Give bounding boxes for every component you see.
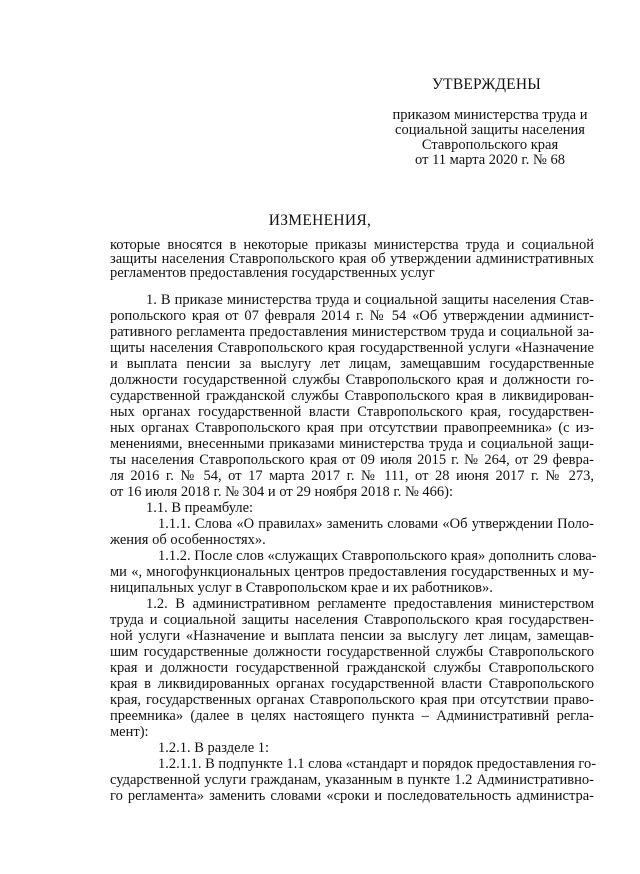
body-line: края и должности государственной гражданской службы Ставропольского xyxy=(110,660,594,676)
subtitle-line: которые вносятся в некоторые приказы министерства труда и социальной xyxy=(110,237,594,253)
body-line: мент): xyxy=(110,724,149,740)
body-line: ной услуги «Назначение и выплата пенсии за выслугу лет лицам, замещав- xyxy=(110,628,594,644)
body-line: ных органах Ставропольского края при отсутствии правопреемника» (с из- xyxy=(110,420,594,436)
document-title: ИЗМЕНЕНИЯ, xyxy=(268,212,372,229)
subtitle-line: регламентов предоставления государственных услуг xyxy=(110,265,435,281)
document-subtitle xyxy=(110,238,594,280)
body-line: сударственной услуги гражданам, указанным в пункте 1.2 Административно- xyxy=(110,772,594,788)
body-line: 1.1. В преамбуле: xyxy=(146,500,254,516)
body-line: ративного регламента предоставления министерством труда и социальной за- xyxy=(110,324,594,340)
order-line: от 11 марта 2020 г. № 68 xyxy=(415,152,565,168)
body-line: 1.1.1. Слова «О правилах» заменить словами «Об утверждении Поло- xyxy=(158,516,594,532)
document-body xyxy=(110,292,597,804)
body-line: 1.1.2. После слов «служащих Ставропольского края» дополнить слова- xyxy=(158,548,597,564)
approval-order-block xyxy=(370,108,610,168)
body-line: 1.2.1.1. В подпункте 1.1 слова «стандарт и порядок предоставления го- xyxy=(158,756,597,772)
order-line: Ставропольского края xyxy=(421,137,559,153)
body-line: от 16 июля 2018 г. № 304 и от 29 ноября 2018 г. № 466): xyxy=(110,484,454,500)
body-line: должности государственной службы Ставропольского края и должности го- xyxy=(110,372,594,388)
body-line: 1.2. В административном регламенте предоставления министерством xyxy=(146,596,594,612)
body-line: 1. В приказе министерства труда и социальной защиты населения Став- xyxy=(146,292,594,308)
body-line: шим государственные должности государственной службы Ставропольского xyxy=(110,644,594,660)
body-line: и выплата пенсии за выслугу лет лицам, замещавшим государственные xyxy=(110,356,594,372)
body-line: ниципальных услуг в Ставропольском крае и их работников». xyxy=(110,580,493,596)
body-line: труда и социальной защиты населения Ставропольского края государствен- xyxy=(110,612,594,628)
subtitle-line: защиты населения Ставропольского края об утверждении административных xyxy=(110,251,594,267)
approval-stamp-heading: УТВЕРЖДЕНЫ xyxy=(432,76,541,93)
body-line: преемника» (далее в целях настоящего пункта – Административнй регла- xyxy=(110,708,594,724)
body-line: щиты населения Ставропольского края государственной услуги «Назначение xyxy=(110,340,594,356)
order-line: приказом министерства труда и xyxy=(392,107,588,123)
body-line: ных органах государственной власти Ставропольского края, государствен- xyxy=(110,404,594,420)
body-line: 1.2.1. В разделе 1: xyxy=(158,740,270,756)
body-line: го регламента» заменить словами «сроки и последовательность администра- xyxy=(110,788,594,804)
body-line: ля 2016 г. № 54, от 17 марта 2017 г. № 111, от 28 июня 2017 г. № 273, xyxy=(110,468,594,484)
body-line: ты населения Ставропольского края от 09 июля 2015 г. № 264, от 29 февра- xyxy=(110,452,594,468)
order-line: социальной защиты населения xyxy=(395,122,585,138)
body-line: края в ликвидированных органах государственной власти Ставропольского xyxy=(110,676,594,692)
body-line: ропольского края от 07 февраля 2014 г. № 54 «Об утверждении админист- xyxy=(110,308,594,324)
body-line: менениями, внесенными приказами министерства труда и социальной защи- xyxy=(110,436,594,452)
body-line: жения об особенностях». xyxy=(110,532,266,548)
body-line: края, государственных органах Ставропольского края при отсутствии право- xyxy=(110,692,594,708)
body-line: ми «, многофункциональных центров предоставления государственных и му- xyxy=(110,564,594,580)
body-line: сударственной гражданской службы Ставропольского края в ликвидирован- xyxy=(110,388,594,404)
